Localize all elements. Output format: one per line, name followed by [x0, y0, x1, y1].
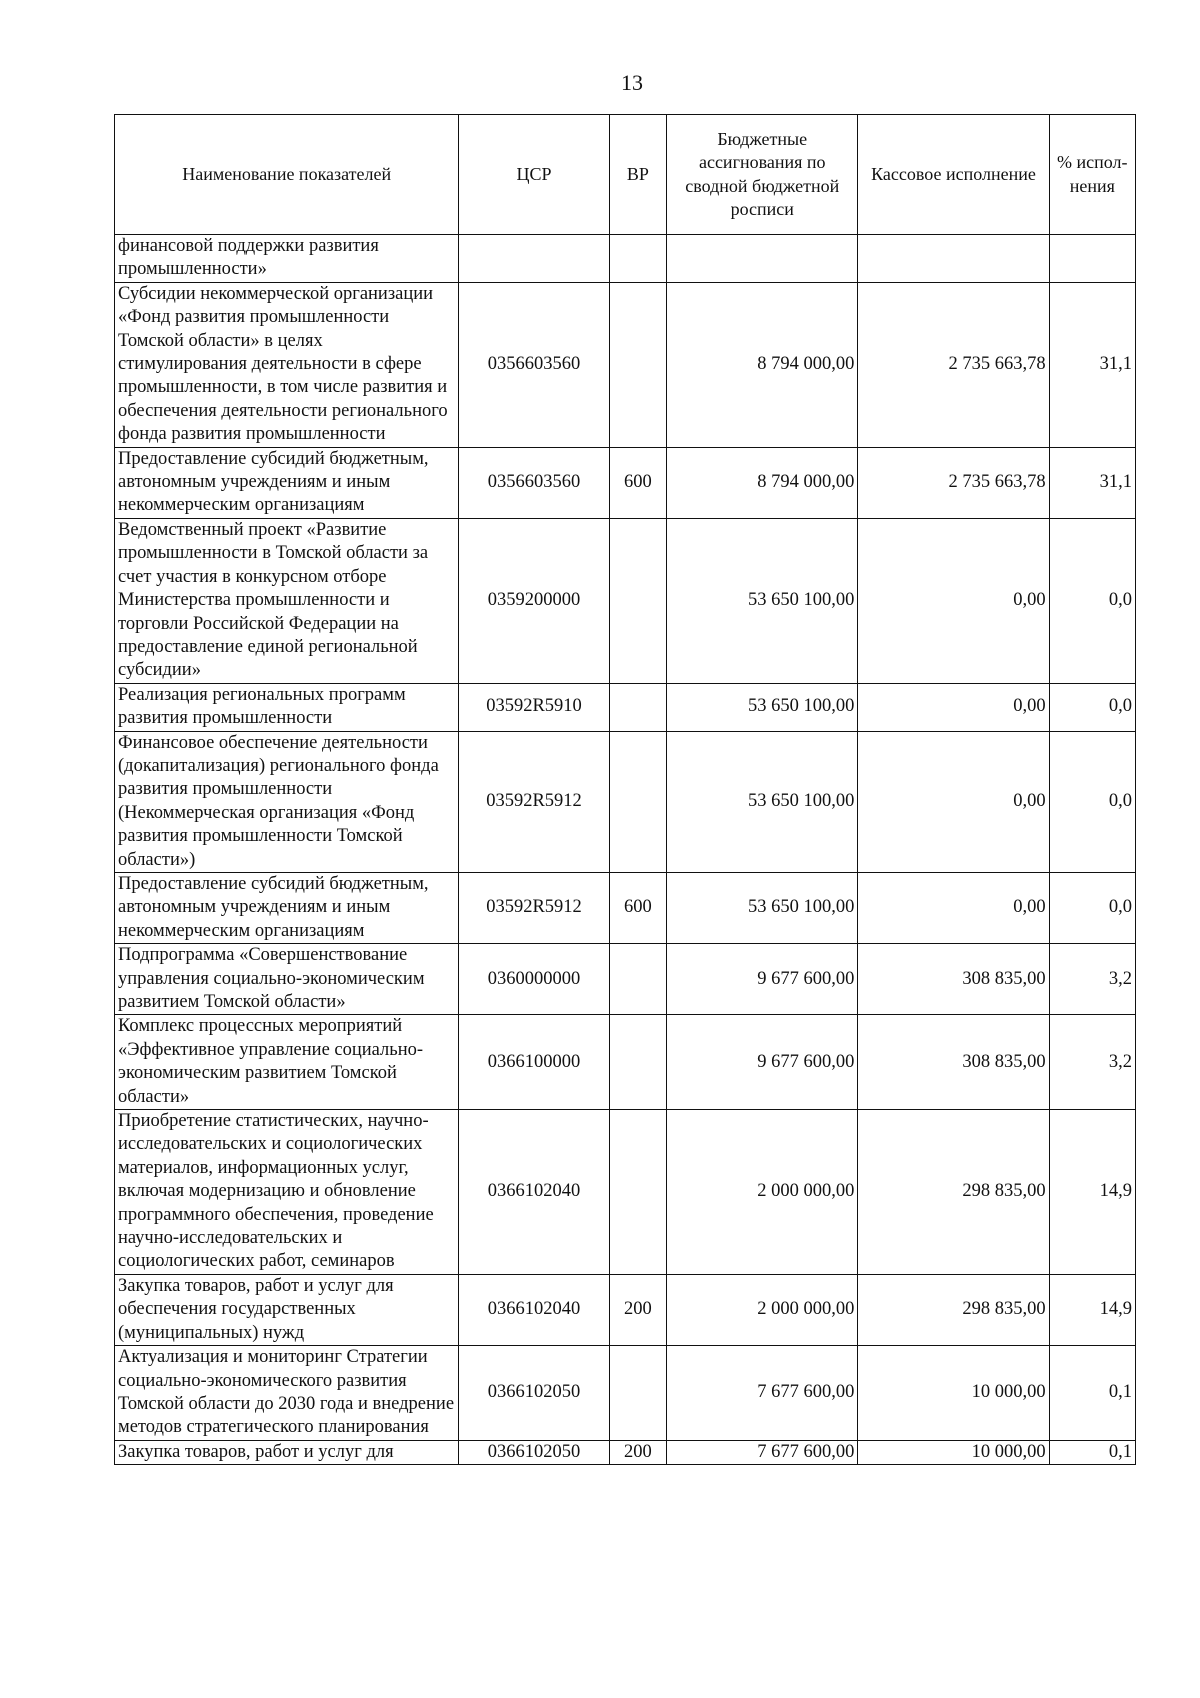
header-assignments: Бюджетные ассигнования по сводной бюджетной росписи	[667, 115, 858, 235]
cell-assignments: 53 650 100,00	[667, 872, 858, 943]
cell-vr	[609, 282, 667, 447]
cell-vr	[609, 1110, 667, 1275]
header-cash-execution: Кассовое исполнение	[858, 115, 1049, 235]
table-header-row	[115, 115, 1136, 235]
cell-percent: 31,1	[1049, 282, 1135, 447]
cell-cash-execution: 298 835,00	[858, 1274, 1049, 1345]
cell-cash-execution	[858, 235, 1049, 283]
cell-assignments: 8 794 000,00	[667, 447, 858, 518]
header-vr: ВР	[609, 115, 667, 235]
cell-vr: 200	[609, 1274, 667, 1345]
table-row	[115, 1110, 1136, 1275]
cell-name: Предоставление субсидий бюджетным, автономным учреждениям и иным некоммерческим организациям	[115, 872, 459, 943]
cell-csr: 0356603560	[459, 447, 609, 518]
cell-vr	[609, 235, 667, 283]
cell-cash-execution: 298 835,00	[858, 1110, 1049, 1275]
cell-assignments: 53 650 100,00	[667, 731, 858, 872]
table-row	[115, 872, 1136, 943]
header-percent: % испол-нения	[1049, 115, 1135, 235]
cell-cash-execution: 308 835,00	[858, 944, 1049, 1015]
cell-assignments: 8 794 000,00	[667, 282, 858, 447]
page-number: 13	[621, 70, 643, 95]
cell-csr	[459, 235, 609, 283]
cell-assignments: 53 650 100,00	[667, 518, 858, 683]
table-row	[115, 282, 1136, 447]
cell-percent	[1049, 235, 1135, 283]
cell-cash-execution: 0,00	[858, 518, 1049, 683]
cell-assignments: 9 677 600,00	[667, 1015, 858, 1110]
cell-name: финансовой поддержки развития промышленности»	[115, 235, 459, 283]
cell-csr: 0366102050	[459, 1346, 609, 1441]
table-row	[115, 1440, 1136, 1464]
table-row	[115, 731, 1136, 872]
header-name: Наименование показателей	[115, 115, 459, 235]
cell-name: Финансовое обеспечение деятельности (докапитализация) регионального фонда развития промышленности (Некоммерческая организация «Фонд развития промышленности Томской области»)	[115, 731, 459, 872]
cell-vr	[609, 731, 667, 872]
cell-vr	[609, 1015, 667, 1110]
cell-vr	[609, 944, 667, 1015]
cell-name: Закупка товаров, работ и услуг для	[115, 1440, 459, 1464]
cell-percent: 3,2	[1049, 1015, 1135, 1110]
cell-vr: 600	[609, 447, 667, 518]
cell-cash-execution: 308 835,00	[858, 1015, 1049, 1110]
header-csr: ЦСР	[459, 115, 609, 235]
cell-name: Комплекс процессных мероприятий «Эффективное управление социально-экономическим развитием Томской области»	[115, 1015, 459, 1110]
cell-name: Реализация региональных программ развития промышленности	[115, 683, 459, 731]
cell-csr: 0360000000	[459, 944, 609, 1015]
cell-csr: 0366100000	[459, 1015, 609, 1110]
cell-vr	[609, 518, 667, 683]
budget-execution-table	[114, 114, 1136, 1465]
cell-cash-execution: 10 000,00	[858, 1346, 1049, 1441]
cell-assignments	[667, 235, 858, 283]
cell-name: Субсидии некоммерческой организации «Фонд развития промышленности Томской области» в целях стимулирования деятельности в сфере промышленности, в том числе развития и обеспечения деятельности регионального фонда развития промышленности	[115, 282, 459, 447]
cell-cash-execution: 2 735 663,78	[858, 447, 1049, 518]
table-row	[115, 683, 1136, 731]
cell-cash-execution: 10 000,00	[858, 1440, 1049, 1464]
table-row	[115, 518, 1136, 683]
cell-assignments: 9 677 600,00	[667, 944, 858, 1015]
cell-percent: 14,9	[1049, 1110, 1135, 1275]
cell-csr: 0356603560	[459, 282, 609, 447]
cell-percent: 0,0	[1049, 731, 1135, 872]
cell-percent: 0,0	[1049, 872, 1135, 943]
cell-name: Закупка товаров, работ и услуг для обеспечения государственных (муниципальных) нужд	[115, 1274, 459, 1345]
cell-name: Подпрограмма «Совершенствование управления социально-экономическим развитием Томской области»	[115, 944, 459, 1015]
cell-name: Ведомственный проект «Развитие промышленности в Томской области за счет участия в конкурсном отборе Министерства промышленности и торговли Российской Федерации на предоставление единой региональной субсидии»	[115, 518, 459, 683]
cell-csr: 0359200000	[459, 518, 609, 683]
cell-vr	[609, 683, 667, 731]
cell-percent: 3,2	[1049, 944, 1135, 1015]
cell-cash-execution: 0,00	[858, 683, 1049, 731]
cell-csr: 0366102040	[459, 1274, 609, 1345]
table-row	[115, 235, 1136, 283]
cell-percent: 0,0	[1049, 518, 1135, 683]
cell-csr: 03592R5910	[459, 683, 609, 731]
cell-assignments: 2 000 000,00	[667, 1274, 858, 1345]
table-row	[115, 944, 1136, 1015]
cell-csr: 03592R5912	[459, 731, 609, 872]
cell-percent: 14,9	[1049, 1274, 1135, 1345]
cell-cash-execution: 0,00	[858, 731, 1049, 872]
cell-assignments: 7 677 600,00	[667, 1440, 858, 1464]
table-row	[115, 1015, 1136, 1110]
cell-vr	[609, 1346, 667, 1441]
cell-name: Предоставление субсидий бюджетным, автономным учреждениям и иным некоммерческим организациям	[115, 447, 459, 518]
cell-assignments: 2 000 000,00	[667, 1110, 858, 1275]
table-row	[115, 447, 1136, 518]
cell-name: Приобретение статистических, научно-исследовательских и социологических материалов, информационных услуг, включая модернизацию и обновление программного обеспечения, проведение научно-исследовательских и социологических работ, семинаров	[115, 1110, 459, 1275]
cell-percent: 0,1	[1049, 1346, 1135, 1441]
cell-percent: 31,1	[1049, 447, 1135, 518]
cell-assignments: 7 677 600,00	[667, 1346, 858, 1441]
table-row	[115, 1274, 1136, 1345]
table-row	[115, 1346, 1136, 1441]
cell-csr: 03592R5912	[459, 872, 609, 943]
cell-vr: 600	[609, 872, 667, 943]
cell-percent: 0,1	[1049, 1440, 1135, 1464]
cell-csr: 0366102040	[459, 1110, 609, 1275]
cell-csr: 0366102050	[459, 1440, 609, 1464]
cell-vr: 200	[609, 1440, 667, 1464]
cell-name: Актуализация и мониторинг Стратегии социально-экономического развития Томской области до 2030 года и внедрение методов стратегического планирования	[115, 1346, 459, 1441]
cell-assignments: 53 650 100,00	[667, 683, 858, 731]
cell-cash-execution: 0,00	[858, 872, 1049, 943]
cell-percent: 0,0	[1049, 683, 1135, 731]
cell-cash-execution: 2 735 663,78	[858, 282, 1049, 447]
